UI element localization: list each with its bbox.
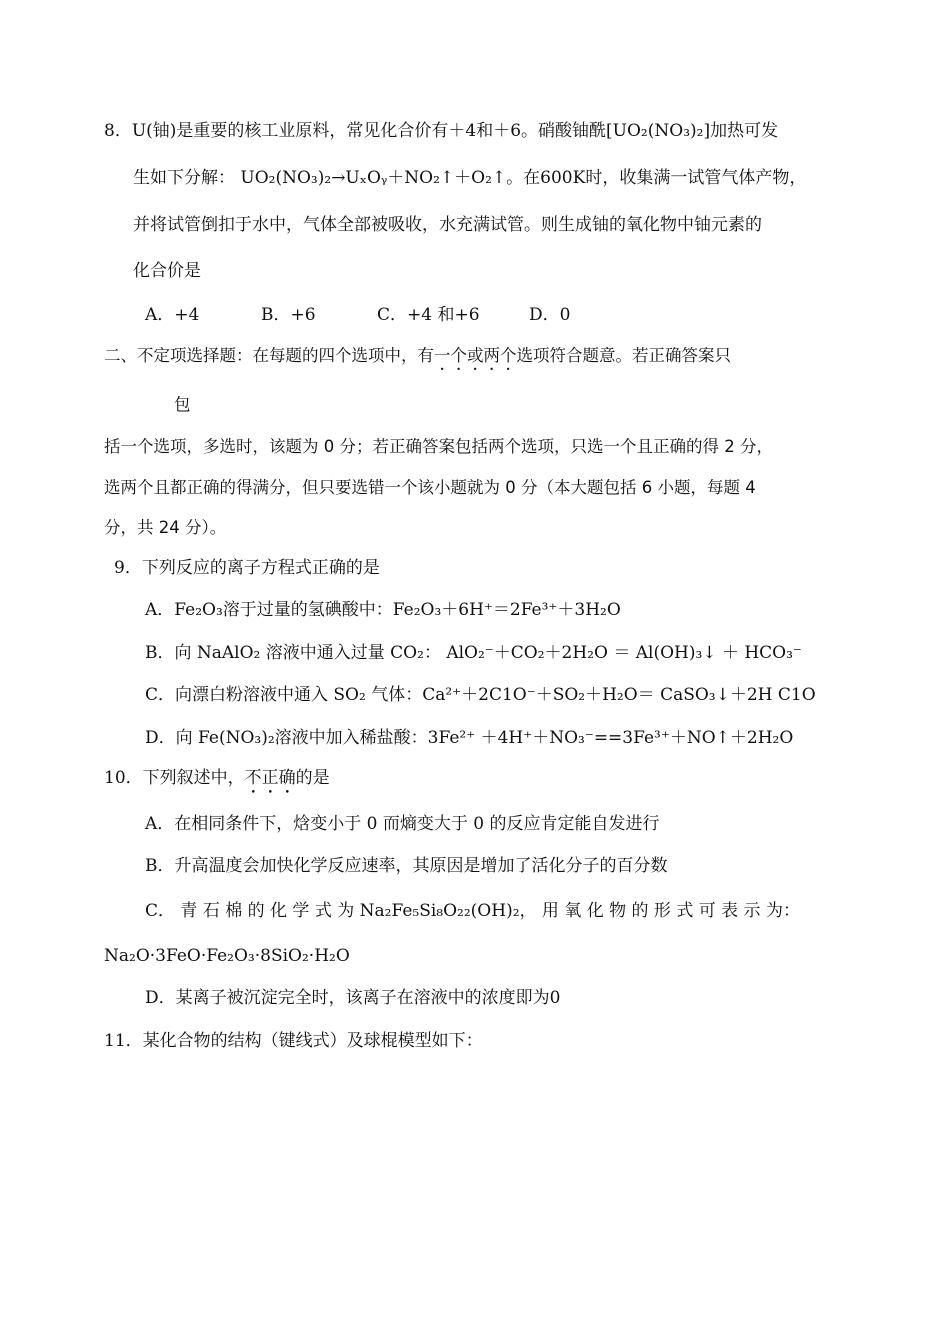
q8-line-4: 化合价是 [133, 261, 201, 281]
q10-option-d: D．某离子被沉淀完全时，该离子在溶液中的浓度即为0 [145, 988, 561, 1008]
q8-option-a: A．+4 [145, 305, 200, 325]
q9-option-d: D．向 Fe(NO₃)₂溶液中加入稀盐酸：3Fe²⁺ ＋4H⁺＋NO₃⁻==3Fe³⁺＋NO↑＋2H₂O [145, 728, 794, 748]
q8-options [145, 303, 570, 327]
q10-option-b: B．升高温度会加快化学反应速率，其原因是增加了活化分子的百分数 [145, 856, 668, 876]
q10-stem-a: 10．下列叙述中， [104, 768, 245, 788]
section2-text-a: 二、不定项选择题：在每题的四个选项中，有 [104, 346, 434, 365]
q10-stem-emphasis: 不正确 [244, 768, 296, 788]
q8-option-c: C．+4 和+6 [377, 305, 480, 325]
q8-option-b: B．+6 [261, 305, 316, 325]
q9-option-c: C．向漂白粉溶液中通入 SO₂ 气体：Ca²⁺＋2C1O⁻＋SO₂＋H₂O＝ CaSO₃↓＋2H C1O [145, 685, 816, 705]
q8-line-2: 生如下分解： UO₂(NO₃)₂→UₓOᵧ＋NO₂↑＋O₂↑。在600K时，收集满一试管气体产物， [133, 168, 807, 188]
q8-line-3: 并将试管倒扣于水中，气体全部被吸收，水充满试管。则生成铀的氧化物中铀元素的 [133, 215, 762, 235]
section2-line-1 [104, 344, 731, 374]
q11-stem: 11．某化合物的结构（键线式）及球棍模型如下： [104, 1031, 483, 1051]
q10-stem-b: 的是 [295, 768, 330, 788]
section2-line-3: 括一个选项，多选时，该题为 0 分；若正确答案包括两个选项，只选一个且正确的得 2 分， [104, 437, 773, 456]
section2-line-4: 选两个且都正确的得满分，但只要选错一个该小题就为 0 分（本大题包括 6 小题，每题 4 [104, 478, 756, 497]
q9-stem: 9．下列反应的离子方程式正确的是 [114, 558, 380, 578]
section2-emphasis: 一个或两个 [434, 346, 517, 365]
q10-option-a: A．在相同条件下，焓变小于 0 而熵变大于 0 的反应肯定能自发进行 [145, 814, 660, 834]
q10-option-c-line-2: Na₂O·3FeO·Fe₂O₃·8SiO₂·H₂O [104, 946, 350, 966]
q9-option-b: B．向 NaAlO₂ 溶液中通入过量 CO₂： AlO₂⁻＋CO₂＋2H₂O ＝ Al(OH)₃↓ ＋ HCO₃⁻ [145, 643, 802, 663]
q8-option-d: D．0 [529, 305, 571, 325]
section2-text-b: 选项符合题意。若正确答案只 [516, 346, 731, 365]
section2-line-2: 包 [174, 395, 191, 414]
q10-stem [104, 766, 330, 798]
q10-option-c-line-1: C． 青 石 棉 的 化 学 式 为 Na₂Fe₅Si₈O₂₂(OH)₂， 用 氧 化 物 的 形 式 可 表 示 为： [145, 901, 800, 921]
q8-line-1: 8．U(铀)是重要的核工业原料，常见化合价有＋4和＋6。硝酸铀酰[UO₂(NO₃)₂]加热可发 [104, 121, 779, 141]
q9-option-a: A．Fe₂O₃溶于过量的氢碘酸中：Fe₂O₃＋6H⁺＝2Fe³⁺＋3H₂O [145, 600, 621, 620]
section2-line-5: 分，共 24 分）。 [104, 518, 227, 537]
